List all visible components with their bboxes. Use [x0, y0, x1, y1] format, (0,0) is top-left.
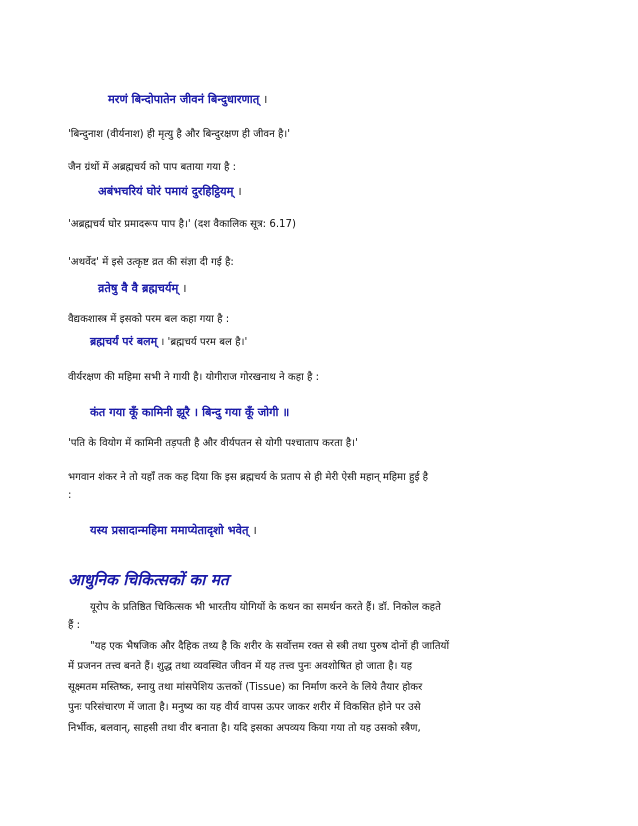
shloka-text: ब्रह्मचर्यं परं बलम् — [90, 335, 158, 348]
danda: । — [263, 92, 268, 106]
text-line-12: 'पति के वियोग में कामिनी तड़पती है और वीर्यपतन से योगी पश्चाताप करता है।' — [68, 438, 358, 449]
shloka-text: कंत गया कूँ कामिनी झूरै । बिन्दु गया कूँ जोगी ॥ — [90, 405, 290, 419]
shloka-line-15 — [90, 522, 257, 538]
shloka-text: यस्य प्रसादान्महिमा ममाप्येतादृशो भवेत् — [90, 523, 249, 537]
translation-text: । 'ब्रह्मचर्य परम बल है।' — [160, 337, 248, 348]
text-line-10: वीर्यरक्षण की महिमा सभी ने गायी है। योगीराज गोरखनाथ ने कहा है : — [68, 372, 320, 383]
danda: । — [252, 523, 257, 537]
section-heading: आधुनिक चिकित्सकों का मत — [68, 571, 229, 589]
paragraph-line-6: पुनः परिसंचारण में जाता है। मनुष्य का यह वीर्य वापस ऊपर जाकर शरीर में विकसित होने पर उसे — [68, 702, 421, 713]
shloka-text: व्रतेषु वै वै ब्रह्मचर्यम् — [98, 281, 179, 295]
paragraph-line-1: यूरोप के प्रतिष्ठित चिकित्सक भी भारतीय योगियों के कथन का समर्थन करते हैं। डॉ. निकोल कहते — [90, 602, 441, 613]
text-line-13: भगवान शंकर ने तो यहाँ तक कह दिया कि इस ब्रह्मचर्य के प्रताप से ही मेरी ऐसी महान् महिमा हुई है — [68, 472, 429, 483]
text-line-14: : — [68, 490, 72, 501]
text-line-8: वैद्यकशास्त्र में इसको परम बल कहा गया है : — [68, 314, 230, 325]
text-line-6: 'अथर्वेद' में इसे उत्कृष्ट व्रत की संज्ञा दी गई है: — [68, 257, 234, 268]
shloka-line-1 — [108, 91, 267, 107]
paragraph-line-3: "यह एक भैषजिक और दैहिक तथ्य है कि शरीर के सर्वोत्तम रक्त से स्त्री तथा पुरुष दोनों ही जातियों — [90, 641, 450, 652]
danda: । — [182, 281, 187, 295]
shloka-line-11 — [90, 404, 289, 420]
paragraph-line-5: सूक्ष्मतम मस्तिष्क, स्नायु तथा मांसपेशिय ऊत्तकों (Tissue) का निर्माण करने के लिये तैयार होकर — [68, 682, 423, 693]
shloka-line-7 — [98, 280, 187, 296]
shloka-text: अबंभचरियं घोरं पमायं दुरहिट्ठियम् — [98, 184, 234, 198]
shloka-text: मरणं बिन्दोपातेन जीवनं बिन्दुधारणात् — [108, 92, 260, 106]
text-line-3: जैन ग्रंथों में अब्रह्मचर्य को पाप बताया गया है : — [68, 162, 237, 173]
shloka-line-4 — [98, 183, 242, 199]
paragraph-line-7: निर्भीक, बलवान्, साहसी तथा वीर बनाता है। यदि इसका अपव्यय किया गया तो यह उसको स्त्रैण, — [68, 723, 421, 734]
paragraph-line-4: में प्रजनन तत्त्व बनते हैं। शुद्ध तथा व्यवस्थित जीवन में यह तत्त्व पुनः अवशोषित हो जाता है। यह — [68, 661, 413, 672]
text-line-5: 'अब्रह्मचर्य घोर प्रमादरूप पाप है।' (दश वैकालिक सूत्र: 6.17) — [68, 219, 296, 230]
text-line-9 — [90, 335, 247, 350]
text-line-2: 'बिन्दुनाश (वीर्यनाश) ही मृत्यु है और बिन्दुरक्षण ही जीवन है।' — [68, 129, 291, 140]
paragraph-line-2: हैं : — [68, 620, 81, 631]
danda: । — [237, 184, 242, 198]
